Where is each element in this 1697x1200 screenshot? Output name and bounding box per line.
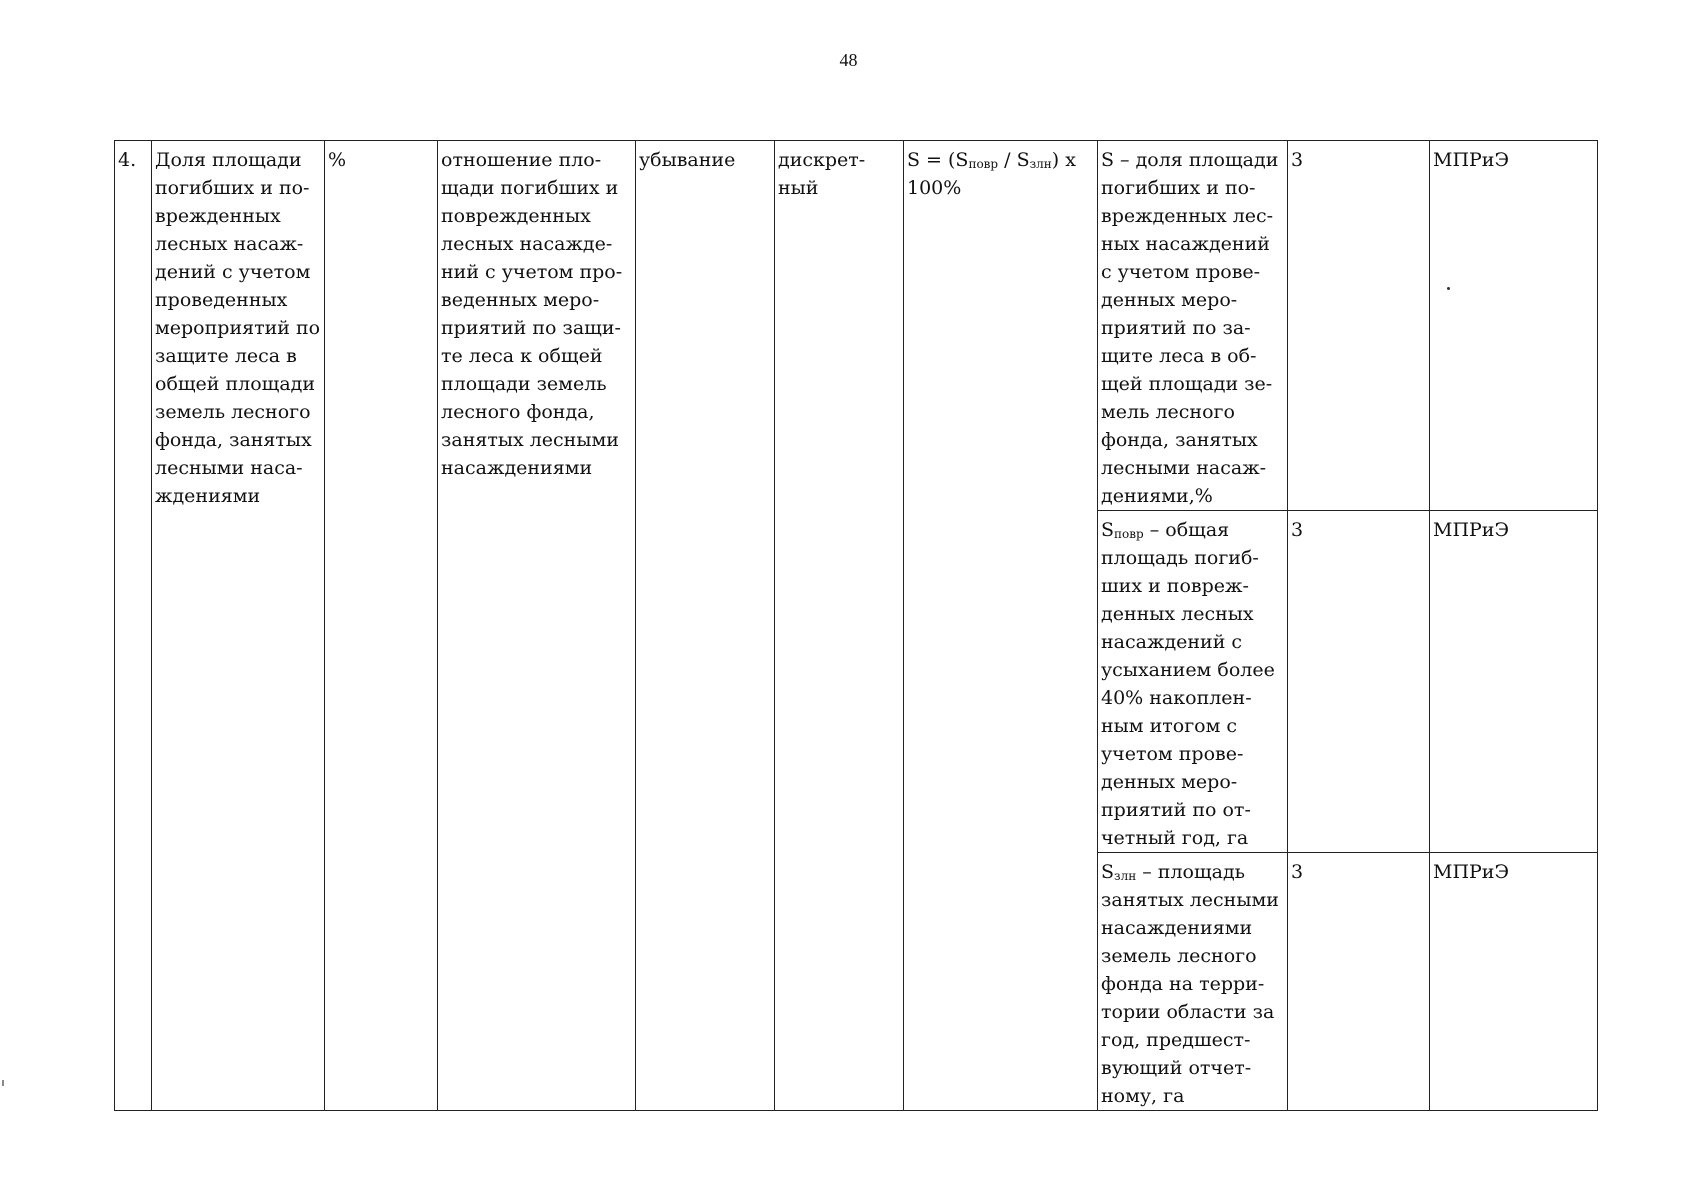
variable-cell-s-zln: [1098, 853, 1288, 1111]
page-number: 48: [839, 50, 858, 70]
variable-symbol-sub: повр: [1114, 527, 1144, 541]
row-number-cell: 4.: [115, 141, 152, 1111]
indicator-table: [114, 140, 1598, 1111]
formula-mid: / S: [998, 149, 1030, 171]
table-row: [115, 141, 1598, 511]
indicator-name-cell: Доля площади погибших и по- врежденных лесных насаж- дений с учетом проведенных мероприятий по защите леса в общей площади земель лесного фонда, занятых лесными наса- ждениями: [152, 141, 325, 1111]
method-cell-s-povr: 3: [1288, 511, 1430, 853]
dynamics-cell: убывание: [636, 141, 775, 1111]
scan-edge-mark: [2, 1080, 4, 1086]
method-cell-s: 3: [1288, 141, 1430, 511]
variable-cell-s: S – доля площади погибших и по- врежденных лес- ных насаждений с учетом прове- денных меро- приятий по за- щите леса в об- щей площади зе- мель лесного фонда, занятых лесными насаж- дениями,%: [1098, 141, 1288, 511]
formula-cell: [904, 141, 1098, 1111]
scan-dot-mark: [1447, 287, 1450, 290]
indicator-type-cell: дискрет- ный: [775, 141, 904, 1111]
unit-cell: %: [325, 141, 438, 1111]
formula-prefix: S = (S: [907, 149, 969, 171]
variable-symbol-sub: злн: [1114, 869, 1137, 883]
source-cell-s: МПРиЭ: [1430, 141, 1598, 511]
definition-cell: отношение пло- щади погибших и поврежденных лесных насажде- ний с учетом про- веденных меро- приятий по защи- те леса к общей площади земель лесного фонда, занятых лесными насаждениями: [438, 141, 636, 1111]
variable-cell-s-povr: [1098, 511, 1288, 853]
variable-symbol: S: [1101, 519, 1115, 541]
formula-sub-zln: злн: [1029, 157, 1052, 171]
variable-text: – общая площадь погиб- ших и повреж- денных лесных насаждений с усыханием более 40% накоплен- ным итогом с учетом прове- денных меро- приятий по от- четный год, га: [1101, 519, 1275, 849]
method-cell-s-zln: 3: [1288, 853, 1430, 1111]
formula-sub-povr: повр: [968, 157, 999, 171]
formula-suffix: ) x 100%: [907, 149, 1076, 199]
source-cell-s-povr: МПРиЭ: [1430, 511, 1598, 853]
variable-text: – площадь занятых лесными насаждениями земель лесного фонда на терри- тории области за год, предшест- вующий отчет- ному, га: [1101, 861, 1279, 1107]
source-cell-s-zln: МПРиЭ: [1430, 853, 1598, 1111]
variable-symbol: S: [1101, 861, 1115, 883]
